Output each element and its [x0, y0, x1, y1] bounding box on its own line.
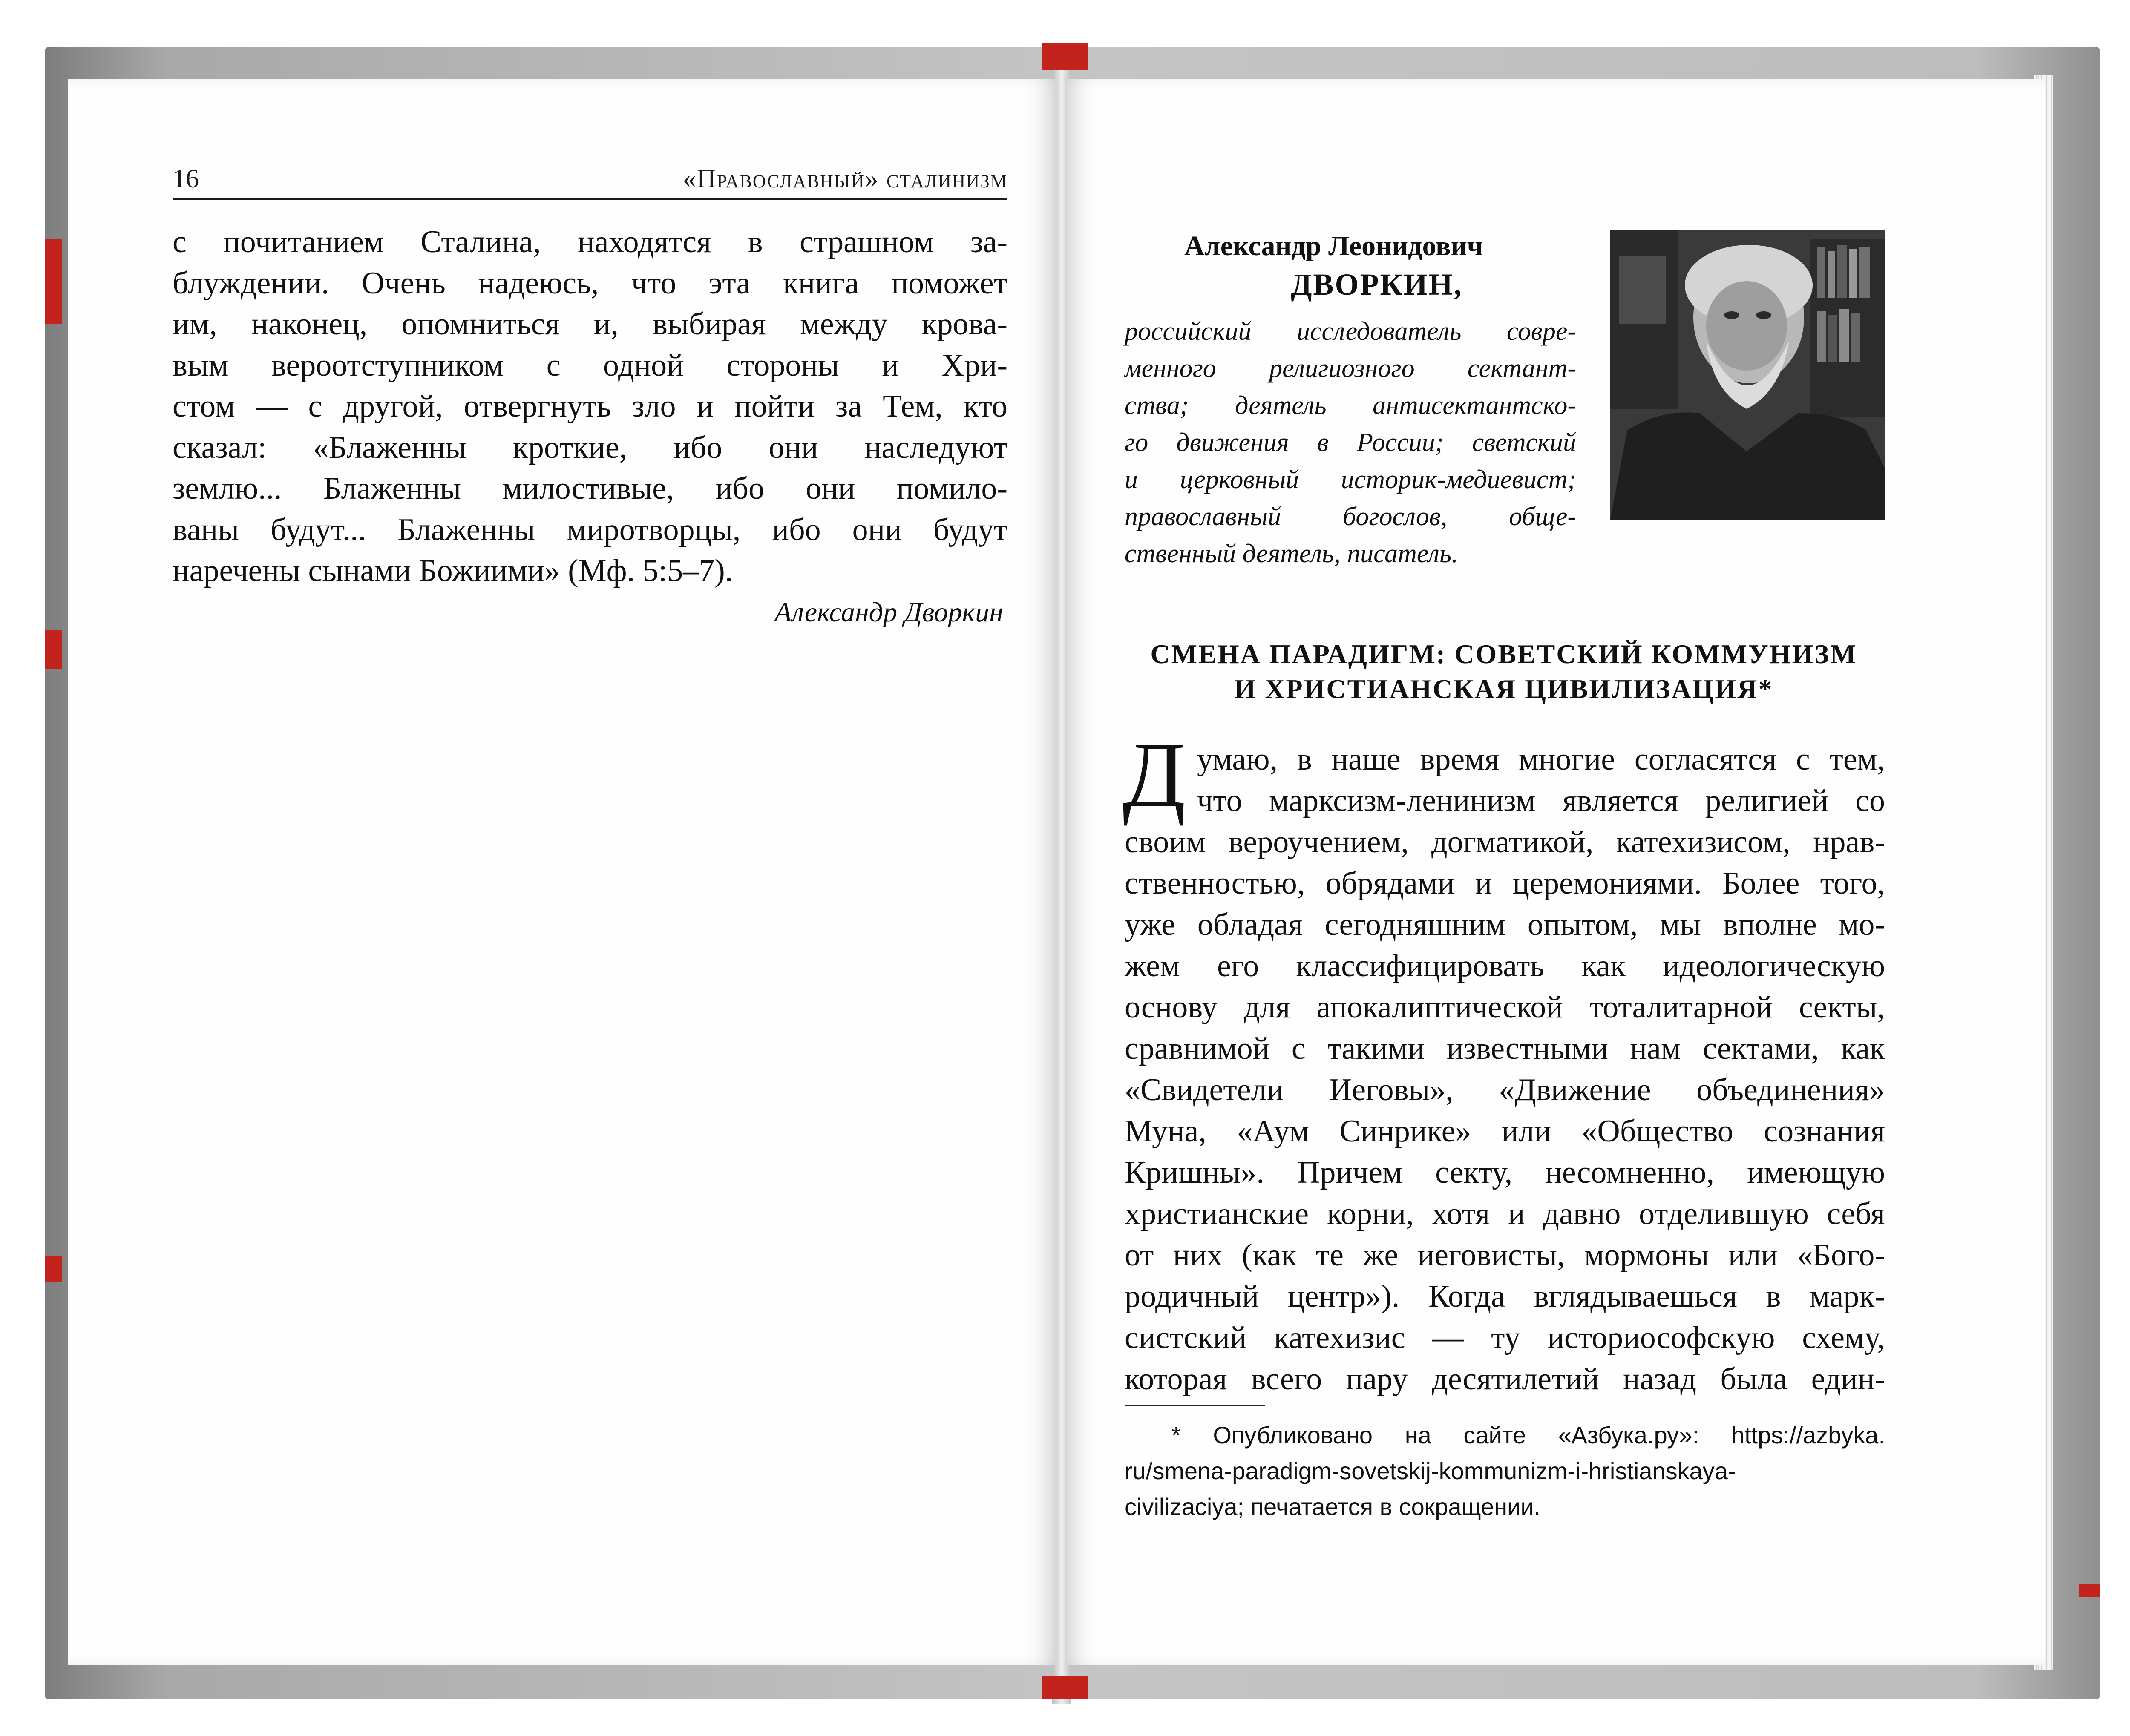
- signature: Александр Дворкин: [774, 597, 1003, 628]
- text-line: Муна, «Аум Синрике» или «Общество сознания: [1125, 1114, 1885, 1149]
- section-title-line: СМЕНА ПАРАДИГМ: СОВЕТСКИЙ КОММУНИЗМ: [1150, 639, 1857, 669]
- right-body-text: [1125, 739, 1885, 1400]
- text-line: стом — с другой, отвергнуть зло и пойти за Тем, кто: [173, 389, 1007, 424]
- author-portrait-illustration: [1610, 230, 1885, 520]
- text-line: с почитанием Сталина, находятся в страшном за-: [173, 224, 1007, 259]
- text-line: которая всего пару десятилетий назад была един-: [1125, 1362, 1885, 1397]
- drop-cap: Д: [1123, 724, 1186, 826]
- cover-red-mark: [2079, 1584, 2100, 1597]
- footnote-rule: [1125, 1405, 1265, 1406]
- author-last-name: ДВОРКИН,: [1291, 267, 1463, 302]
- text-line: ваны будут... Блаженны миротворцы, ибо они будут: [173, 512, 1007, 547]
- text-line: что марксизм-ленинизм является религией со: [1197, 783, 1885, 818]
- cover-red-mark: [45, 239, 62, 324]
- bio-line: российский исследователь совре-: [1125, 317, 1576, 346]
- left-body-text: [173, 221, 1007, 592]
- footnote: [1125, 1417, 1885, 1525]
- text-line: своим вероучением, догматикой, катехизисом, нрав-: [1125, 825, 1885, 859]
- section-title: [1125, 637, 1883, 707]
- text-line: систский катехизис — ту историософскую схему,: [1125, 1320, 1885, 1355]
- bio-line: и церковный историк-медиевист;: [1125, 465, 1576, 494]
- author-photo: [1610, 230, 1885, 520]
- text-line: жем его классифицировать как идеологическую: [1125, 948, 1885, 983]
- cover-red-mark: [45, 1256, 62, 1282]
- bio-line: го движения в России; светский: [1125, 428, 1576, 457]
- footnote-line: ru/smena-paradigm-sovetskij-kommunizm-i-hristianskaya-: [1125, 1457, 1736, 1484]
- text-line: наречены сынами Божиими» (Мф. 5:5–7).: [173, 553, 733, 588]
- text-line: основу для апокалиптической тоталитарной секты,: [1125, 990, 1885, 1025]
- text-line: сказал: «Блаженны кроткие, ибо они наследуют: [173, 430, 1007, 465]
- text-line: уже обладая сегодняшним опытом, мы вполне мо-: [1125, 907, 1885, 942]
- running-head: [173, 155, 1007, 200]
- page-number: 16: [173, 164, 199, 193]
- cover-red-mark: [45, 630, 62, 669]
- text-line: им, наконец, опомниться и, выбирая между крова-: [173, 307, 1007, 342]
- text-line: христианские корни, хотя и давно отделившую себя: [1125, 1196, 1885, 1231]
- text-line: ственностью, обрядами и церемониями. Более того,: [1125, 866, 1885, 901]
- bio-line: менного религиозного сектант-: [1125, 354, 1576, 383]
- footnote-line: * Опубликовано на сайте «Азбука.ру»: https://azbyka.: [1172, 1422, 1885, 1449]
- bio-line: ственный деятель, писатель.: [1125, 539, 1458, 568]
- bio-line: православный богослов, обще-: [1125, 502, 1576, 531]
- text-line: Кришны». Причем секту, несомненно, имеющую: [1125, 1155, 1885, 1190]
- text-line: умаю, в наше время многие согласятся с тем,: [1197, 742, 1885, 777]
- text-line: вым вероотступником с одной стороны и Хри-: [173, 348, 1007, 383]
- bookmark-ribbon-bottom: [1042, 1676, 1088, 1699]
- text-line: родичный центр»). Когда вглядываешься в марк-: [1125, 1279, 1885, 1314]
- author-bio: [1125, 313, 1576, 572]
- bleed-through-text: [243, 709, 1056, 1646]
- text-line: «Свидетели Иеговы», «Движение объединения»: [1125, 1072, 1885, 1107]
- author-first-name: Александр Леонидович: [1184, 230, 1483, 262]
- text-line: блуждении. Очень надеюсь, что эта книга поможет: [173, 265, 1007, 301]
- bio-line: ства; деятель антисектантско-: [1125, 391, 1576, 420]
- running-head-title: «Православный» сталинизм: [682, 164, 1007, 193]
- text-line: землю... Блаженны милостивые, ибо они помило-: [173, 471, 1007, 506]
- footnote-line: civilizaciya; печатается в сокращении.: [1125, 1493, 1541, 1520]
- text-line: от них (как те же иеговисты, мормоны или «Бого-: [1125, 1238, 1885, 1273]
- text-line: сравнимой с такими известными нам сектами, как: [1125, 1031, 1885, 1066]
- bookmark-ribbon-top: [1042, 43, 1088, 70]
- section-title-line: И ХРИСТИАНСКАЯ ЦИВИЛИЗАЦИЯ*: [1234, 674, 1773, 704]
